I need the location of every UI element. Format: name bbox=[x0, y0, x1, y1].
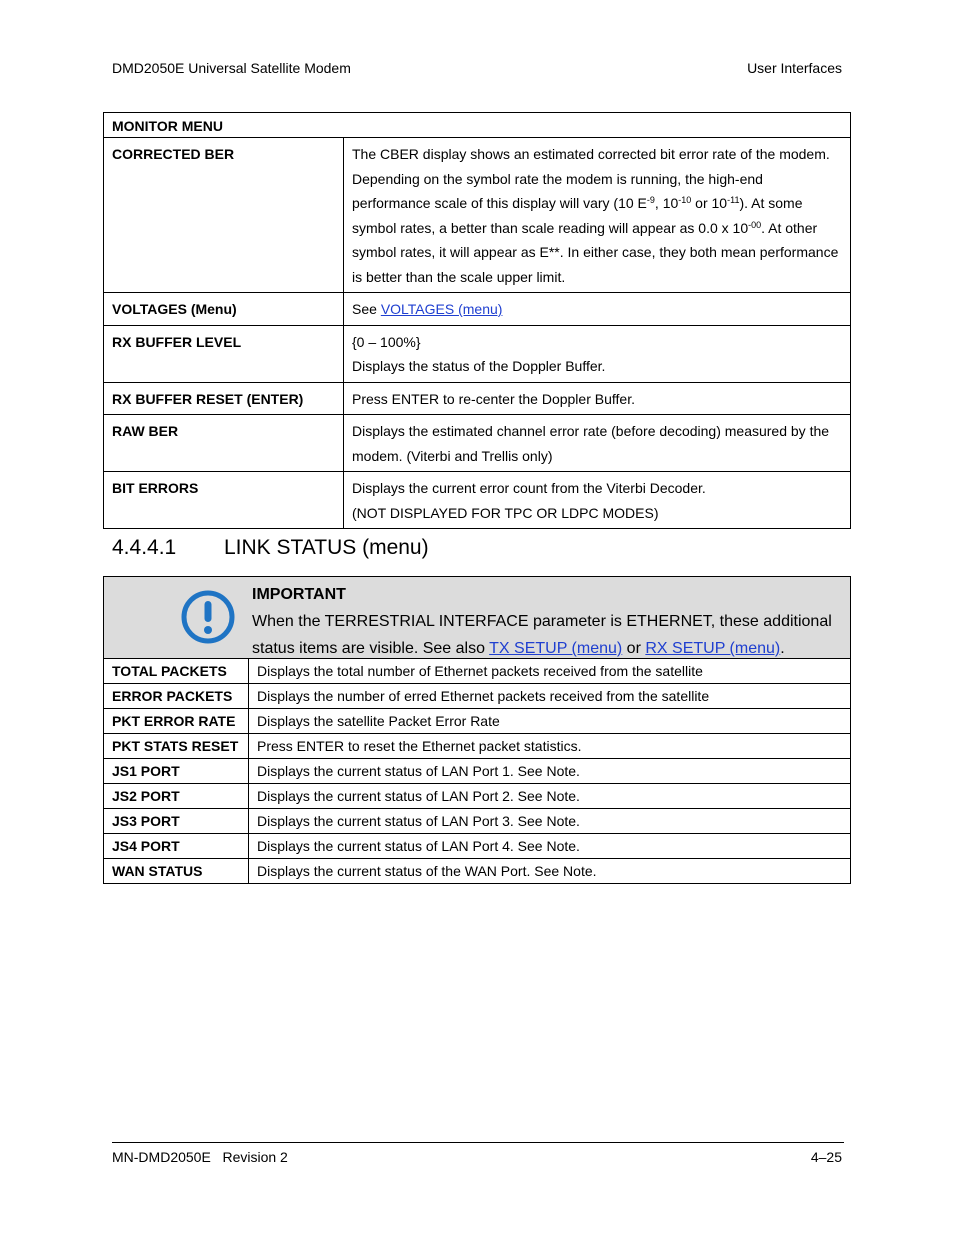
row-value: Displays the current error count from the Viterbi Decoder. (NOT DISPLAYED FOR TPC OR LDPC MODES) bbox=[344, 472, 851, 529]
row-value: Displays the satellite Packet Error Rate bbox=[249, 709, 851, 734]
row-value: Displays the current status of the WAN Port. See Note. bbox=[249, 859, 851, 884]
table-row bbox=[104, 325, 851, 382]
section-title: LINK STATUS (menu) bbox=[224, 536, 429, 559]
important-note bbox=[104, 577, 851, 659]
rx-setup-link[interactable]: RX SETUP (menu) bbox=[645, 640, 781, 657]
table-row bbox=[104, 415, 851, 472]
row-key: JS2 PORT bbox=[104, 784, 249, 809]
table-row bbox=[104, 138, 851, 293]
table-row bbox=[104, 293, 851, 326]
table-row bbox=[104, 709, 851, 734]
row-value: Press ENTER to reset the Ethernet packet statistics. bbox=[249, 734, 851, 759]
row-value: See VOLTAGES (menu) bbox=[344, 293, 851, 326]
row-key: TOTAL PACKETS bbox=[104, 659, 249, 684]
important-heading: IMPORTANT bbox=[252, 586, 346, 603]
row-value: The CBER display shows an estimated corrected bit error rate of the modem. Depending on the symbol rate the modem is running, the high-end performance scale of this display will vary (10 $E^{-9}$, $10^{-10}$ or $10^{-11}$). At some symbol rates, a better than scale reading will appear as 0.0 x $10^{-00}$. At other symbol rates, it will appear as E**. In either case, they both mean performance is better than the scale upper limit. bbox=[344, 138, 851, 293]
table-row bbox=[104, 472, 851, 529]
row-value: Displays the current status of LAN Port 4. See Note. bbox=[249, 834, 851, 859]
row-key: WAN STATUS bbox=[104, 859, 249, 884]
important-text: IMPORTANT When the TERRESTRIAL INTERFACE parameter is ETHERNET, these additional status items are visible. See also TX SETUP (menu) or RX SETUP (menu). bbox=[252, 581, 840, 662]
table-row bbox=[104, 734, 851, 759]
important-note-row bbox=[104, 577, 851, 659]
row-key: PKT ERROR RATE bbox=[104, 709, 249, 734]
row-value: Displays the number of erred Ethernet packets received from the satellite bbox=[249, 684, 851, 709]
row-key: RX BUFFER RESET (ENTER) bbox=[104, 382, 344, 415]
table-row bbox=[104, 784, 851, 809]
table-row bbox=[104, 809, 851, 834]
monitor-menu-table bbox=[103, 112, 851, 529]
row-value: Displays the current status of LAN Port 3. See Note. bbox=[249, 809, 851, 834]
row-value: Displays the current status of LAN Port 2. See Note. bbox=[249, 784, 851, 809]
row-value: Displays the current status of LAN Port 1. See Note. bbox=[249, 759, 851, 784]
row-key: JS1 PORT bbox=[104, 759, 249, 784]
row-key: JS3 PORT bbox=[104, 809, 249, 834]
row-value: {0 – 100%} Displays the status of the Doppler Buffer. bbox=[344, 325, 851, 382]
voltages-menu-link[interactable]: VOLTAGES (menu) bbox=[380, 301, 503, 317]
table-row bbox=[104, 859, 851, 884]
row-value: Displays the estimated channel error rate (before decoding) measured by the modem. (Viterbi and Trellis only) bbox=[344, 415, 851, 472]
row-key: BIT ERRORS bbox=[104, 472, 344, 529]
row-key: JS4 PORT bbox=[104, 834, 249, 859]
table-row bbox=[104, 382, 851, 415]
row-key: ERROR PACKETS bbox=[104, 684, 249, 709]
table-title-row bbox=[104, 113, 851, 138]
page-header-section: User Interfaces bbox=[747, 60, 842, 76]
section-number: 4.4.4.1 bbox=[112, 536, 177, 559]
section-heading bbox=[112, 536, 429, 560]
link-status-table bbox=[103, 576, 851, 884]
footer-doc-id: MN-DMD2050E Revision 2 bbox=[112, 1149, 288, 1165]
table-row bbox=[104, 834, 851, 859]
tx-setup-link[interactable]: TX SETUP (menu) bbox=[489, 640, 623, 657]
table-row bbox=[104, 684, 851, 709]
row-key: PKT STATS RESET bbox=[104, 734, 249, 759]
row-key: CORRECTED BER bbox=[104, 138, 344, 293]
page-header-title: DMD2050E Universal Satellite Modem bbox=[112, 60, 351, 76]
row-key: RAW BER bbox=[104, 415, 344, 472]
row-key: VOLTAGES (Menu) bbox=[104, 293, 344, 326]
row-value: Press ENTER to re-center the Doppler Buffer. bbox=[344, 382, 851, 415]
table-title: MONITOR MENU bbox=[104, 113, 851, 138]
row-value: Displays the total number of Ethernet packets received from the satellite bbox=[249, 659, 851, 684]
table-row bbox=[104, 759, 851, 784]
footer-divider bbox=[112, 1142, 844, 1143]
row-key: RX BUFFER LEVEL bbox=[104, 325, 344, 382]
footer-page-number: 4–25 bbox=[810, 1149, 842, 1165]
table-row bbox=[104, 659, 851, 684]
exclamation-circle-icon bbox=[181, 590, 235, 644]
